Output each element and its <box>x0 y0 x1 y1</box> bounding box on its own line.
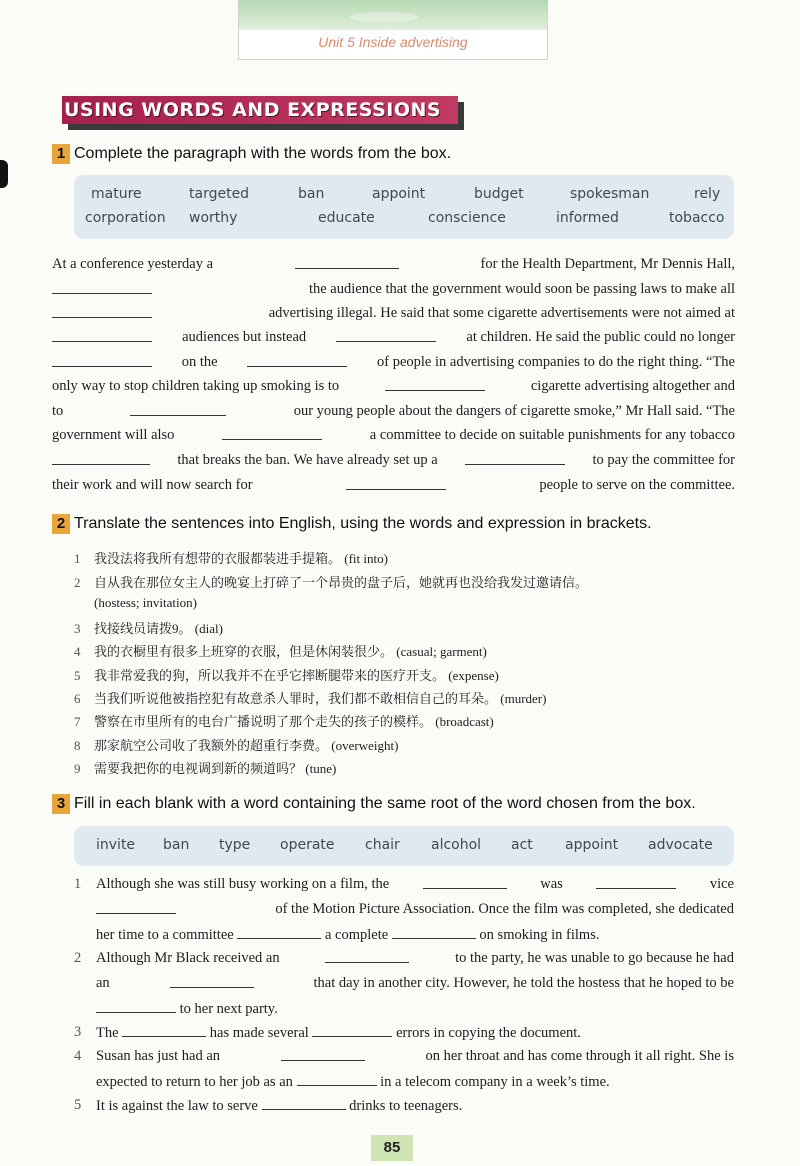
translation-item: 2 自从我在那位女主人的晚宴上打碎了一个昂贵的盘子后，她就再也没给我发过邀请信。 <box>74 575 589 590</box>
answer-blank[interactable] <box>52 354 152 367</box>
translation-item: 1 我没法将我所有想带的衣服都装进手提箱。 (fit into) <box>74 551 388 566</box>
word-box-word: worthy <box>189 210 238 226</box>
word-box-word: budget <box>474 186 524 202</box>
item-text: to the party, he was unable to go because he had <box>455 950 734 966</box>
answer-blank[interactable] <box>392 926 476 939</box>
answer-blank[interactable] <box>52 452 150 465</box>
hint-text: (tune) <box>305 761 337 776</box>
chinese-sentence: 那家航空公司收了我额外的超重行李费。 <box>94 738 329 753</box>
item-text: Although she was still busy working on a film, the <box>96 876 390 892</box>
answer-blank[interactable] <box>325 950 409 963</box>
paragraph-text: people to serve on the committee. <box>539 477 735 493</box>
hint-text: (murder) <box>500 691 547 706</box>
exercise-instruction: Fill in each blank with a word containing the same root of the word chosen from the box. <box>74 795 696 812</box>
exercise-number: 3 <box>52 794 70 814</box>
word-box-3 <box>74 826 734 866</box>
word-box-word: invite <box>96 837 136 853</box>
word-box-word: spokesman <box>570 186 650 202</box>
exercise-1-heading <box>52 144 451 164</box>
item-text: a complete <box>324 927 389 943</box>
word-box-word: appoint <box>372 186 426 202</box>
word-box-word: targeted <box>189 186 250 202</box>
answer-blank[interactable] <box>281 1048 365 1061</box>
translation-item: 8 那家航空公司收了我额外的超重行李费。 (overweight) <box>74 738 399 753</box>
translation-item: 9 需要我把你的电视调到新的频道吗？ (tune) <box>74 761 337 776</box>
word-box-word: ban <box>298 186 325 202</box>
word-box-word: corporation <box>85 210 166 226</box>
paragraph-text: at children. He said the public could no longer <box>466 329 735 345</box>
paragraph-text: only way to stop children taking up smoking is to <box>52 378 340 394</box>
paragraph-text: advertising illegal. He said that some cigarette advertisements were not aimed at <box>268 305 735 321</box>
answer-blank[interactable] <box>96 1000 176 1013</box>
translation-item: 7 警察在市里所有的电台广播说明了那个走失的孩子的模样。 (broadcast) <box>74 714 494 729</box>
word-box-word: educate <box>318 210 375 226</box>
hint-text: (hostess; invitation) <box>94 595 197 610</box>
paragraph-text: their work and will now search for <box>52 477 253 493</box>
item-text: on her throat and has come through it all right. She is <box>425 1048 734 1064</box>
chinese-sentence: 我的衣橱里有很多上班穿的衣服，但是休闲装很少。 <box>94 644 394 659</box>
answer-blank[interactable] <box>52 329 152 342</box>
paragraph-text: for the Health Department, Mr Dennis Hall, <box>480 256 735 272</box>
answer-blank[interactable] <box>96 901 176 914</box>
item-text: The <box>96 1025 119 1041</box>
word-box-word: chair <box>365 837 400 853</box>
answer-blank[interactable] <box>222 427 322 440</box>
word-box-word: alcohol <box>431 837 482 853</box>
item-text: has made several <box>209 1025 309 1041</box>
item-text: to her next party. <box>179 1001 278 1017</box>
item-text: errors in copying the document. <box>396 1025 581 1041</box>
word-box-word: conscience <box>428 210 506 226</box>
word-box-word: appoint <box>565 837 619 853</box>
chinese-sentence: 需要我把你的电视调到新的频道吗？ <box>94 761 303 776</box>
word-box-word: informed <box>556 210 619 226</box>
hint-text: (dial) <box>194 621 223 636</box>
answer-blank[interactable] <box>170 975 254 988</box>
page-edge-tab <box>0 160 8 188</box>
answer-blank[interactable] <box>297 1073 377 1086</box>
paragraph-text: on the <box>181 354 218 370</box>
answer-blank[interactable] <box>336 329 436 342</box>
chinese-sentence: 自从我在那位女主人的晚宴上打碎了一个昂贵的盘子后，她就再也没给我发过邀请信。 <box>94 575 589 590</box>
paragraph-text: our young people about the dangers of cigarette smoke,” Mr Hall said. “The <box>293 403 735 419</box>
exercise-3-heading <box>52 794 696 814</box>
item-text: vice <box>709 876 734 892</box>
word-box-word: mature <box>91 186 142 202</box>
translation-item: 6 当我们听说他被指控犯有故意杀人罪时，我们都不敢相信自己的耳朵。 (murder) <box>74 691 547 706</box>
answer-blank[interactable] <box>130 403 226 416</box>
item-text: of the Motion Picture Association. Once the film was completed, she dedicated <box>275 901 734 917</box>
paragraph-text: that breaks the ban. We have already set up a <box>177 452 438 468</box>
exercise-number: 2 <box>52 514 70 534</box>
item-text: Susan has just had an <box>96 1048 221 1064</box>
item-text: was <box>540 876 563 892</box>
paragraph-text: government will also <box>52 427 175 443</box>
paragraph-text: a committee to decide on suitable punishments for any tobacco <box>369 427 735 443</box>
chinese-sentence: 找接线员请拨9。 <box>94 621 192 636</box>
word-box-word: operate <box>280 837 335 853</box>
paragraph-text: of people in advertising companies to do the right thing. “The <box>377 354 735 370</box>
word-box-word: advocate <box>648 837 713 853</box>
item-text: expected to return to her job as an <box>96 1074 293 1090</box>
hint-text: (expense) <box>448 668 499 683</box>
answer-blank[interactable] <box>295 256 399 269</box>
chinese-sentence: 我没法将我所有想带的衣服都装进手提箱。 <box>94 551 342 566</box>
answer-blank[interactable] <box>346 477 446 490</box>
paragraph-text: to pay the committee for <box>592 452 735 468</box>
exercise-instruction: Complete the paragraph with the words from the box. <box>74 145 452 162</box>
answer-blank[interactable] <box>465 452 565 465</box>
item-text: Although Mr Black received an <box>96 950 280 966</box>
answer-blank[interactable] <box>52 281 152 294</box>
translation-hint-line <box>94 595 197 611</box>
word-box-word: tobacco <box>669 210 725 226</box>
word-box-1 <box>74 175 734 239</box>
item-text: in a telecom company in a week’s time. <box>380 1074 610 1090</box>
chinese-sentence: 我非常爱我的狗，所以我并不在乎它摔断腿带来的医疗开支。 <box>94 668 446 683</box>
translation-item: 3 找接线员请拨9。 (dial) <box>74 621 223 636</box>
chinese-sentence: 当我们听说他被指控犯有故意杀人罪时，我们都不敢相信自己的耳朵。 <box>94 691 498 706</box>
exercise-instruction: Translate the sentences into English, using the words and expression in brackets. <box>74 515 652 532</box>
answer-blank[interactable] <box>423 876 507 889</box>
answer-blank[interactable] <box>52 305 152 318</box>
item-text: an <box>96 975 110 991</box>
hint-text: (broadcast) <box>435 714 494 729</box>
item-text: drinks to teenagers. <box>349 1098 463 1114</box>
answer-blank[interactable] <box>237 926 321 939</box>
translation-item: 4 我的衣橱里有很多上班穿的衣服，但是休闲装很少。 (casual; garment) <box>74 644 487 659</box>
paragraph-text: to <box>52 403 64 419</box>
answer-blank[interactable] <box>262 1097 346 1110</box>
item-text: It is against the law to serve <box>96 1098 258 1114</box>
translation-item: 5 我非常爱我的狗，所以我并不在乎它摔断腿带来的医疗开支。 (expense) <box>74 668 499 683</box>
paragraph-text: the audience that the government would soon be passing laws to make all <box>308 281 735 297</box>
banner-photo <box>239 0 547 30</box>
item-text: that day in another city. However, he told the hostess that he hoped to be <box>313 975 734 991</box>
paragraph-text: At a conference yesterday a <box>52 256 214 272</box>
paragraph-text: audiences but instead <box>182 329 307 345</box>
word-box-word: rely <box>694 186 721 202</box>
word-box-word: ban <box>163 837 190 853</box>
section-title-text: USING WORDS AND EXPRESSIONS <box>62 96 458 124</box>
answer-blank[interactable] <box>122 1024 206 1037</box>
word-box-word: act <box>511 837 533 853</box>
answer-blank[interactable] <box>312 1024 392 1037</box>
answer-blank[interactable] <box>596 876 676 889</box>
unit-banner <box>238 0 548 60</box>
chinese-sentence: 警察在市里所有的电台广播说明了那个走失的孩子的模样。 <box>94 714 433 729</box>
answer-blank[interactable] <box>385 378 485 391</box>
exercise-2-heading <box>52 514 652 534</box>
paragraph-text: cigarette advertising altogether and <box>530 378 735 394</box>
page-number: 85 <box>371 1135 413 1161</box>
hint-text: (fit into) <box>344 551 388 566</box>
section-title <box>62 96 462 130</box>
answer-blank[interactable] <box>247 354 347 367</box>
unit-title: Unit 5 Inside advertising <box>318 34 468 50</box>
word-box-word: type <box>219 837 251 853</box>
hint-text: (casual; garment) <box>396 644 487 659</box>
item-text: her time to a committee <box>96 927 234 943</box>
exercise-number: 1 <box>52 144 70 164</box>
hint-text: (overweight) <box>331 738 399 753</box>
item-text: on smoking in films. <box>479 927 600 943</box>
